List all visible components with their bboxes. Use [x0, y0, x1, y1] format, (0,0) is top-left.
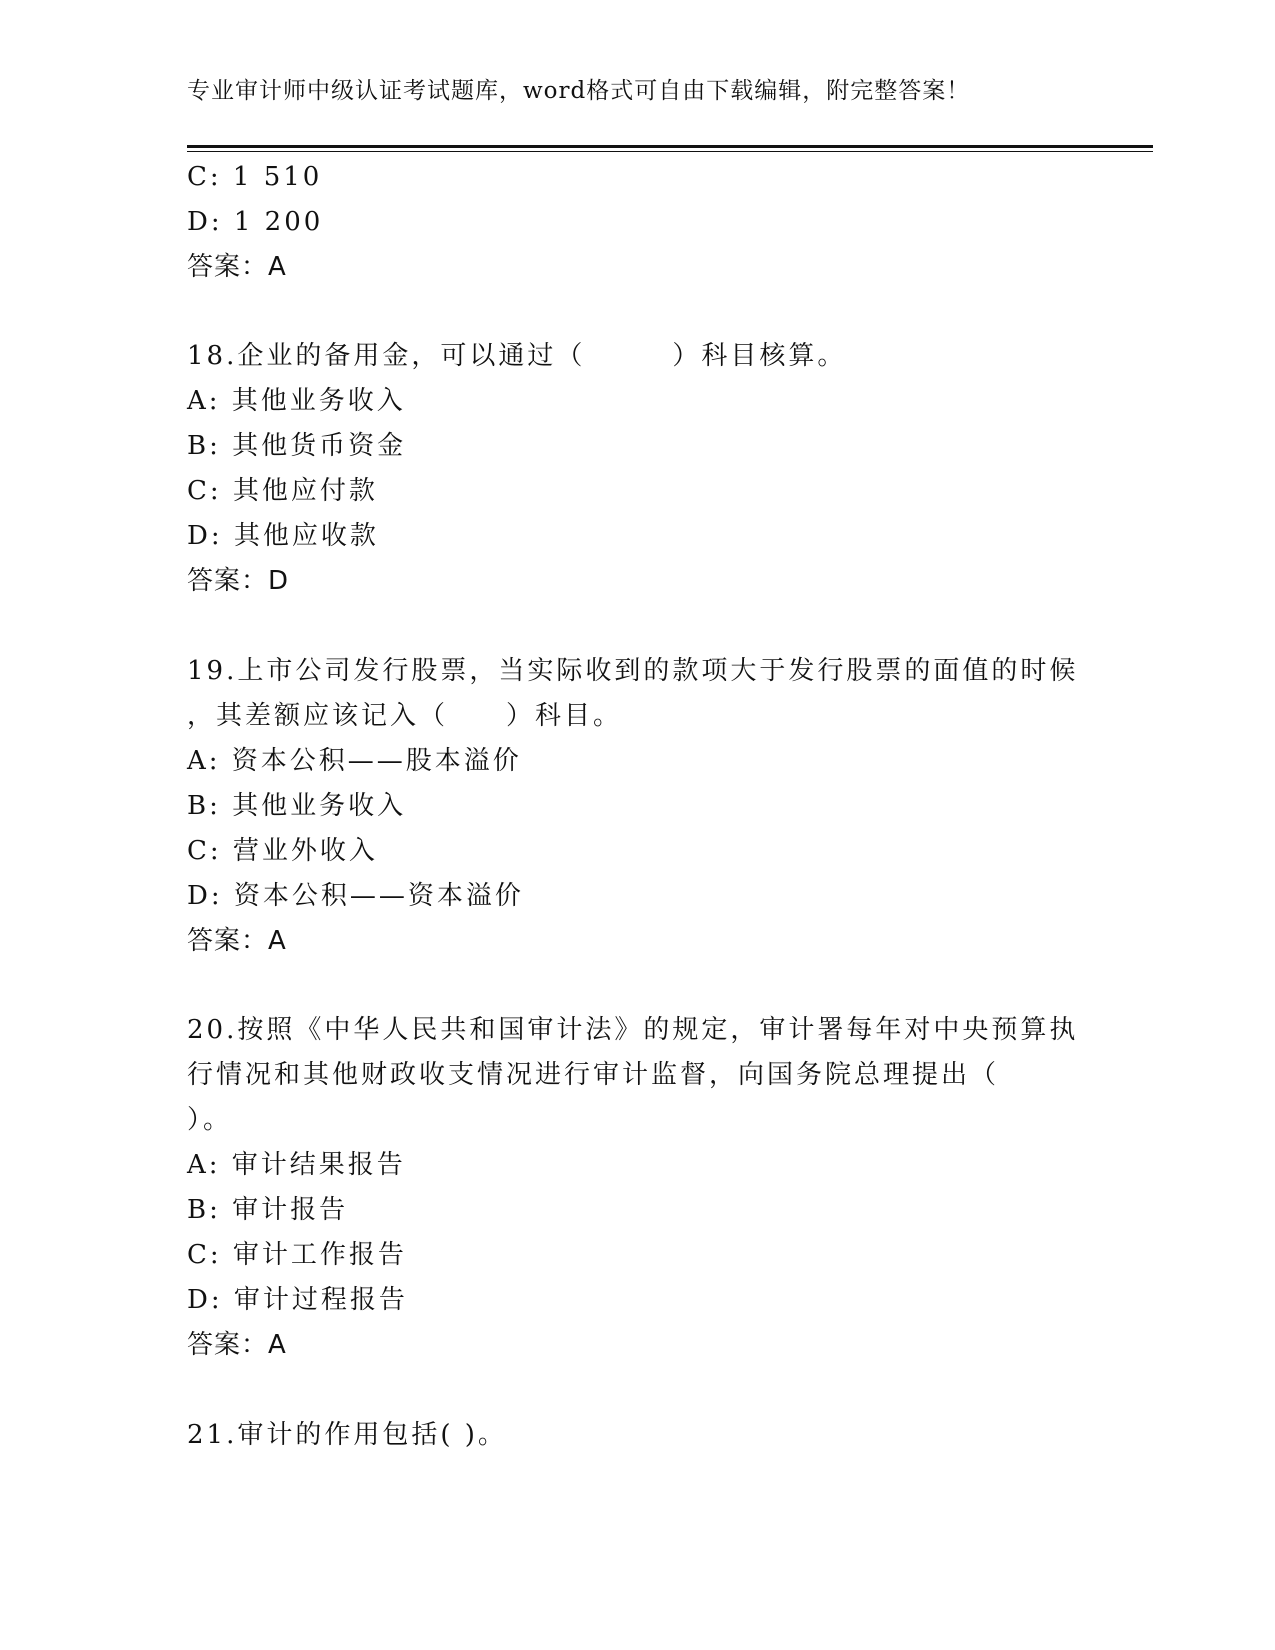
option-a: A: 其他业务收入 — [187, 386, 406, 416]
option-c: C: 营业外收入 — [187, 836, 378, 866]
option-d: D: 资本公积——资本溢价 — [187, 881, 524, 911]
option-d: D: 其他应收款 — [187, 521, 379, 551]
option-a: A: 审计结果报告 — [187, 1150, 406, 1180]
option-c: C: 其他应付款 — [187, 476, 378, 506]
answer-line: 答案：A — [187, 1330, 287, 1360]
answer-line: 答案：A — [187, 252, 287, 282]
answer-line: 答案：D — [187, 566, 290, 596]
question-21: 21.审计的作用包括( )。 — [187, 1420, 507, 1450]
question-18: 18.企业的备用金，可以通过（ ）科目核算。 — [187, 341, 847, 371]
option-b: B: 其他业务收入 — [187, 791, 407, 821]
header-rule-thin — [187, 151, 1153, 152]
question-20-continued: 行情况和其他财政收支情况进行审计监督，向国务院总理提出（ — [187, 1060, 1000, 1090]
option-a: A: 资本公积——股本溢价 — [187, 746, 522, 776]
option-d: D: 1 200 — [187, 207, 324, 237]
option-b: B: 审计报告 — [187, 1195, 349, 1225]
header-rule-thick — [187, 145, 1153, 148]
question-19: 19.上市公司发行股票，当实际收到的款项大于发行股票的面值的时候 — [187, 656, 1079, 686]
option-c: C: 审计工作报告 — [187, 1240, 407, 1270]
page-header: 专业审计师中级认证考试题库，word格式可自由下载编辑，附完整答案！ — [187, 78, 971, 104]
answer-line: 答案：A — [187, 926, 287, 956]
question-19-continued: ，其差额应该记入（ ）科目。 — [187, 701, 623, 731]
option-d: D: 审计过程报告 — [187, 1285, 408, 1315]
question-20: 20.按照《中华人民共和国审计法》的规定，审计署每年对中央预算执 — [187, 1015, 1079, 1045]
option-c: C: 1 510 — [187, 162, 323, 192]
option-b: B: 其他货币资金 — [187, 431, 407, 461]
question-20-continued-2: ）。 — [187, 1105, 233, 1135]
